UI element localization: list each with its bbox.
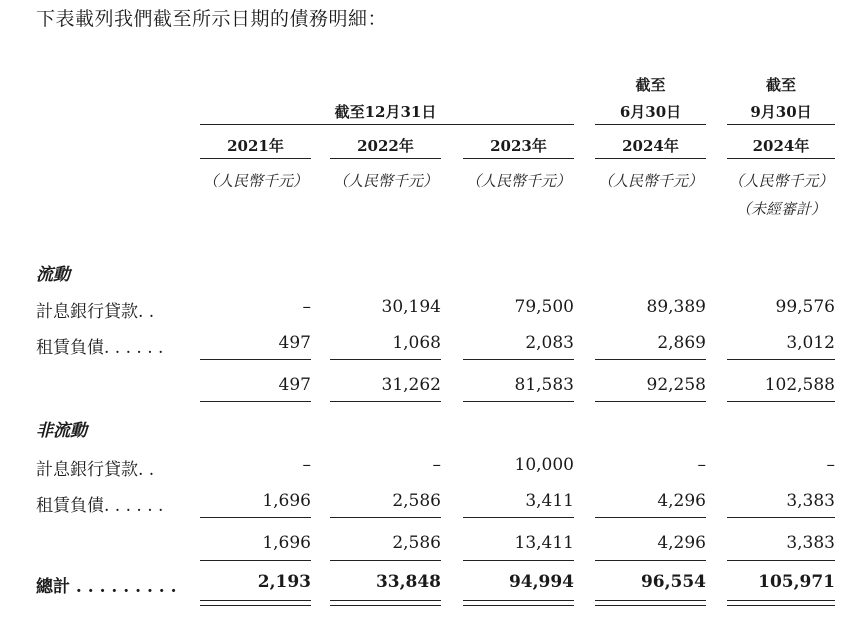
row-label-cur-lease: 租賃負債. . . . . . (36, 338, 164, 358)
rule-section-end (463, 401, 574, 402)
rule-double-top (463, 600, 574, 601)
rule-section-end (330, 560, 441, 561)
cell-cur-lease-2021: 497 (278, 333, 311, 353)
unit-label: （人民幣千元） (728, 172, 834, 190)
year-2024-sep: 2024年 (752, 137, 810, 155)
cell-nc-subtotal-2024-sep: 3,383 (786, 533, 835, 553)
cell-cur-subtotal-2024-jun: 92,258 (646, 375, 706, 395)
rule-subtotal (200, 517, 311, 518)
cell-nc-lease-2023: 3,411 (525, 491, 574, 511)
rule-section-end (595, 401, 706, 402)
cell-cur-subtotal-2023: 81,583 (514, 375, 574, 395)
cell-cur-lease-2024-sep: 3,012 (786, 333, 835, 353)
row-label-cur-loans: 計息銀行貸款. . (36, 302, 155, 322)
rule-subtotal (330, 517, 441, 518)
header-jun-2: 6月30日 (619, 103, 682, 121)
row-label-nc-lease: 租賃負債. . . . . . (36, 496, 164, 516)
cell-nc-loans-2024-jun: – (697, 455, 706, 475)
year-2024-jun: 2024年 (622, 137, 679, 155)
year-2021: 2021年 (227, 137, 284, 155)
rule-double-bottom (463, 605, 574, 606)
rule-year (200, 158, 311, 159)
cell-cur-subtotal-2021: 497 (278, 375, 311, 395)
rule-double-bottom (727, 605, 835, 606)
cell-cur-loans-2024-sep: 99,576 (775, 297, 835, 317)
cell-cur-subtotal-2022: 31,262 (381, 375, 441, 395)
cell-cur-lease-2024-jun: 2,869 (657, 333, 706, 353)
header-dec31: 截至12月31日 (334, 103, 437, 121)
section-non-current: 非流動 (36, 421, 87, 441)
rule-section-end (463, 560, 574, 561)
rule-section-end (200, 401, 311, 402)
rule-subtotal (727, 359, 835, 360)
rule-double-top (330, 600, 441, 601)
rule-subtotal (200, 359, 311, 360)
cell-nc-loans-2024-sep: – (826, 455, 835, 475)
rule-subtotal (330, 359, 441, 360)
unit-label: （人民幣千元） (202, 172, 308, 190)
header-sep-2: 9月30日 (750, 103, 812, 121)
rule-subtotal (463, 517, 574, 518)
rule-double-top (727, 600, 835, 601)
year-2023: 2023年 (490, 137, 547, 155)
cell-total-2023: 94,994 (508, 572, 574, 592)
cell-nc-subtotal-2022: 2,586 (392, 533, 441, 553)
cell-cur-lease-2022: 1,068 (392, 333, 441, 353)
cell-nc-subtotal-2023: 13,411 (514, 533, 574, 553)
cell-cur-lease-2023: 2,083 (525, 333, 574, 353)
unit-label: （人民幣千元） (597, 172, 703, 190)
rule-subtotal (595, 359, 706, 360)
cell-cur-loans-2024-jun: 89,389 (646, 297, 706, 317)
cell-nc-loans-2022: – (432, 455, 441, 475)
cell-nc-lease-2024-sep: 3,383 (786, 491, 835, 511)
rule-double-bottom (595, 605, 706, 606)
rule-subtotal (595, 517, 706, 518)
rule-sep-group (727, 124, 835, 125)
rule-double-bottom (200, 605, 311, 606)
cell-total-2024-sep: 105,971 (758, 572, 835, 592)
rule-section-end (595, 560, 706, 561)
cell-cur-loans-2023: 79,500 (514, 297, 574, 317)
cell-cur-loans-2022: 30,194 (381, 297, 441, 317)
rule-jun-group (595, 124, 706, 125)
rule-subtotal (463, 359, 574, 360)
rule-year (595, 158, 706, 159)
rule-double-top (595, 600, 706, 601)
unit-label: （人民幣千元） (332, 172, 438, 190)
rule-section-end (727, 560, 835, 561)
rule-section-end (200, 560, 311, 561)
cell-nc-subtotal-2021: 1,696 (262, 533, 311, 553)
rule-year (463, 158, 574, 159)
cell-nc-lease-2022: 2,586 (392, 491, 441, 511)
unaudited-label: （未經審計） (735, 200, 826, 218)
unit-label: （人民幣千元） (465, 172, 571, 190)
rule-section-end (727, 401, 835, 402)
cell-cur-subtotal-2024-sep: 102,588 (764, 375, 835, 395)
intro-text: 下表載列我們截至所示日期的債務明細： (36, 8, 388, 30)
rule-section-end (330, 401, 441, 402)
cell-nc-loans-2021: – (302, 455, 311, 475)
header-jun-1: 截至 (635, 76, 666, 94)
cell-nc-lease-2024-jun: 4,296 (657, 491, 706, 511)
row-label-nc-loans: 計息銀行貸款. . (36, 460, 155, 480)
rule-year (330, 158, 441, 159)
cell-total-2024-jun: 96,554 (640, 572, 706, 592)
cell-nc-subtotal-2024-jun: 4,296 (657, 533, 706, 553)
rule-double-top (200, 600, 311, 601)
cell-nc-loans-2023: 10,000 (514, 455, 574, 475)
header-sep-1: 截至 (765, 76, 796, 94)
year-2022: 2022年 (357, 137, 414, 155)
rule-dec31-group (200, 124, 574, 125)
cell-total-2021: 2,193 (257, 572, 311, 592)
cell-total-2022: 33,848 (375, 572, 441, 592)
rule-year (727, 158, 835, 159)
cell-nc-lease-2021: 1,696 (262, 491, 311, 511)
rule-double-bottom (330, 605, 441, 606)
rule-subtotal (727, 517, 835, 518)
row-label-total: 總計 . . . . . . . . . (36, 577, 177, 597)
section-current: 流動 (36, 265, 70, 285)
cell-cur-loans-2021: – (302, 297, 311, 317)
